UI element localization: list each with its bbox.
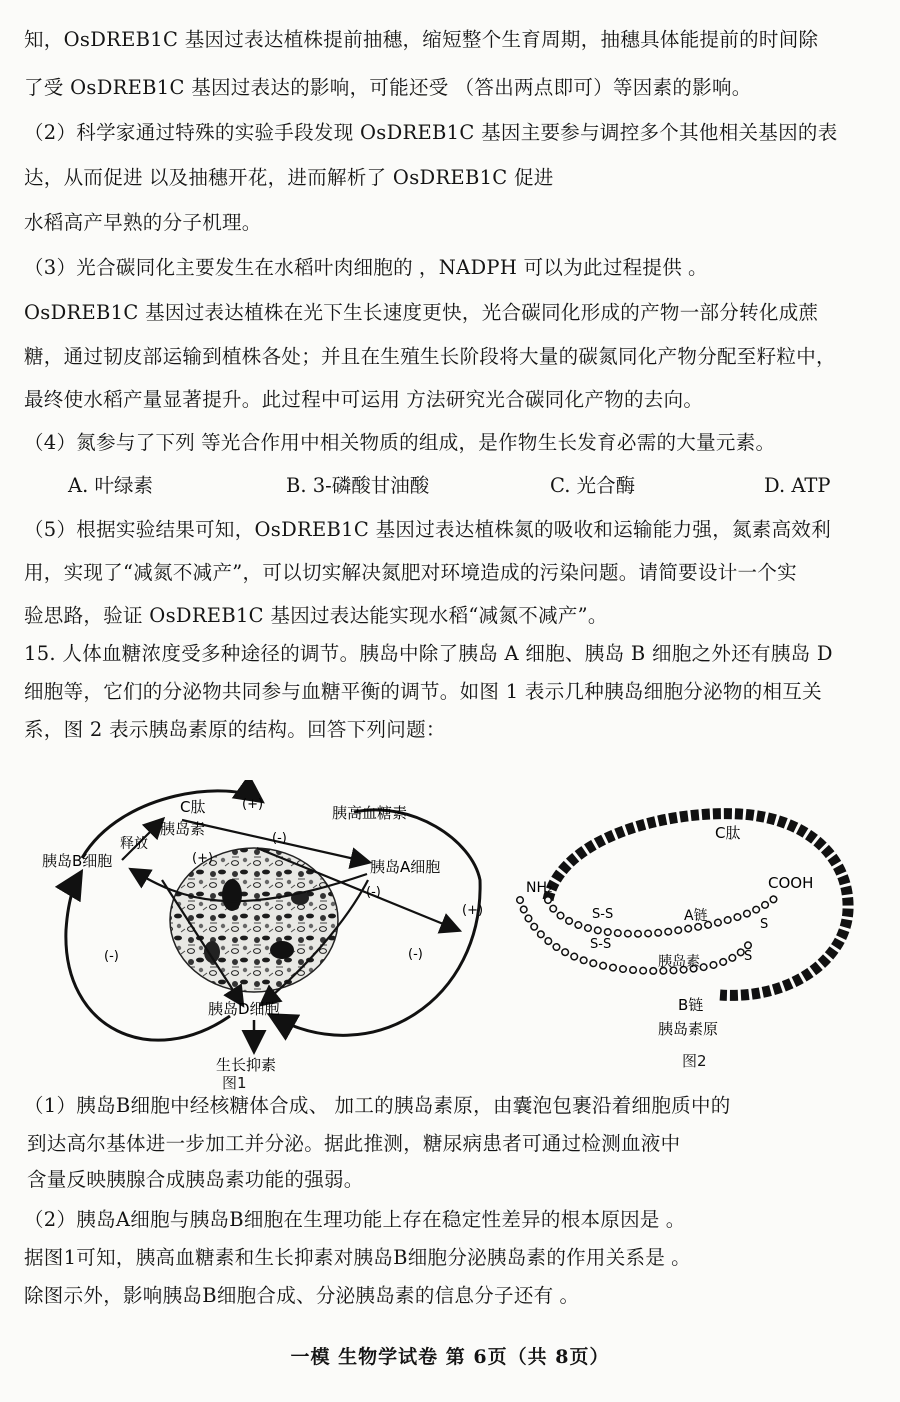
text-run: 等光合作用中相关物质的组成，是作物生长发育必需的大量元素。 xyxy=(201,431,776,454)
fig1-sign-plus: (+) xyxy=(192,851,214,866)
text-run: （答出两点即可）等因素的影响。 xyxy=(454,76,752,99)
figure-2-caption: 图2 xyxy=(682,1052,707,1070)
text-line xyxy=(24,20,894,60)
text-line xyxy=(24,68,894,108)
text-line xyxy=(24,710,894,750)
fig1-label-insulin: 胰岛素 xyxy=(160,820,206,838)
text-line xyxy=(24,1086,894,1126)
text-run: 用，实现了“减氮不减产”，可以切实解决氮肥对环境造成的污染问题。请简要设计一个实 xyxy=(24,561,797,584)
text-run: 水稻高产早熟的分子机理。 xyxy=(24,211,262,234)
text-run: （2）胰岛A细胞与胰岛B细胞在生理功能上存在稳定性差异的根本原因是 xyxy=(24,1208,660,1231)
text-run: 以及抽穗开花，进而解析了 OsDREB1C 促进 xyxy=(148,166,554,189)
text-line xyxy=(24,1160,894,1200)
text-line xyxy=(24,423,894,463)
choice-c[interactable] xyxy=(550,466,635,506)
figure-1-diagram xyxy=(32,780,502,1080)
text-line xyxy=(24,158,894,198)
text-run: 最终使水稻产量显著提升。此过程中可运用 xyxy=(24,388,401,411)
text-run: 。 xyxy=(665,1208,686,1231)
figure-2-diagram xyxy=(500,790,870,1070)
choice-list xyxy=(24,466,894,506)
text-run: 系，图 2 表示胰岛素原的结构。回答下列问题： xyxy=(24,718,446,741)
fig2-label-proinsulin: 胰岛素原 xyxy=(658,1020,719,1038)
fig2-label-cooh: COOH xyxy=(768,874,814,892)
text-run: 含量反映胰腺合成胰岛素功能的强弱。 xyxy=(27,1168,364,1191)
fig1-label-d-cell: 胰岛D细胞 xyxy=(208,1000,280,1018)
fig1-sign-plus: (+) xyxy=(462,903,484,918)
choice-text: 叶绿素 xyxy=(94,474,153,497)
choice-letter: B. xyxy=(286,474,307,497)
fig2-disulfide: S-S xyxy=(592,907,614,922)
text-line xyxy=(24,1276,894,1316)
fig1-label-release: 释放 xyxy=(120,836,148,852)
text-line xyxy=(24,203,894,243)
text-line xyxy=(24,113,894,153)
text-run: 除图示外，影响胰岛B细胞合成、分泌胰岛素的信息分子还有 xyxy=(24,1284,554,1307)
text-run: 据图1可知，胰高血糖素和生长抑素对胰岛B细胞分泌胰岛素的作用关系是 xyxy=(24,1246,666,1269)
choice-text: ATP xyxy=(791,474,831,497)
text-run: 了受 OsDREB1C 基因过表达的影响，可能还受 xyxy=(24,76,449,99)
text-run: 到达高尔基体进一步加工并分泌。据此推测，糖尿病患者可通过检测血液中 xyxy=(27,1132,681,1155)
text-run: （2）科学家通过特殊的实验手段发现 OsDREB1C 基因主要参与调控多个其他相关基因的表 xyxy=(24,121,838,144)
text-line xyxy=(24,1124,894,1164)
fig1-sign-plus: (+) xyxy=(242,797,264,812)
fig1-sign-minus: (-) xyxy=(104,949,119,964)
text-run: 验思路，验证 OsDREB1C 基因过表达能实现水稻“减氮不减产”。 xyxy=(24,604,608,627)
text-run: （4）氮参与了下列 xyxy=(24,431,196,454)
text-run: 。 xyxy=(559,1284,580,1307)
text-line xyxy=(24,672,894,712)
text-line xyxy=(24,380,894,420)
text-run: ，NADPH 可以为此过程提供 xyxy=(418,256,683,279)
text-run: 知，OsDREB1C 基因过表达植株提前抽穗，缩短整个生育周期，抽穗具体能提前的时间除 xyxy=(24,28,819,51)
text-run: 达，从而促进 xyxy=(24,166,143,189)
fig1-label-a-cell: 胰岛A细胞 xyxy=(370,858,441,876)
choice-letter: D. xyxy=(764,474,786,497)
choice-text: 3-磷酸甘油酸 xyxy=(312,474,430,497)
text-line xyxy=(24,293,894,333)
fig1-sign-minus: (-) xyxy=(272,831,287,846)
choice-d[interactable] xyxy=(764,466,831,506)
choice-letter: A. xyxy=(68,474,89,497)
text-run: 15. 人体血糖浓度受多种途径的调节。胰岛中除了胰岛 A 细胞、胰岛 B 细胞之外还有胰岛 D xyxy=(24,642,833,665)
fig2-label-nh2: NH₂ xyxy=(526,880,553,896)
fig2-sulfur: S xyxy=(760,917,769,932)
page-footer: 一模 生物学试卷 第 6页（共 8页） xyxy=(290,1346,610,1368)
text-run: （1）胰岛B细胞中经核糖体合成、 xyxy=(24,1094,329,1117)
text-line xyxy=(24,596,894,636)
text-run: OsDREB1C 基因过表达植株在光下生长速度更快，光合碳同化形成的产物一部分转化成蔗 xyxy=(24,301,819,324)
fig2-disulfide: S-S xyxy=(590,937,612,952)
fig1-sign-minus: (-) xyxy=(366,885,381,900)
text-run: 糖，通过韧皮部运输到植株各处；并且在生殖生长阶段将大量的碳氮同化产物分配至籽粒中， xyxy=(24,345,836,368)
fig2-label-a-chain: A链 xyxy=(684,908,708,924)
choice-b[interactable] xyxy=(286,466,429,506)
fig2-label-insulin: 胰岛素 xyxy=(658,954,700,970)
fig1-label-glucagon: 胰高血糖素 xyxy=(332,804,408,822)
text-line xyxy=(24,337,894,377)
figure-1-caption: 图1 xyxy=(222,1074,247,1092)
text-run: 加工的胰岛素原，由囊泡包裹沿着细胞质中的 xyxy=(334,1094,731,1117)
fig2-label-b-chain: B链 xyxy=(678,996,704,1014)
fig2-sulfur: S xyxy=(744,949,753,964)
text-run: 细胞等，它们的分泌物共同参与血糖平衡的调节。如图 1 表示几种胰岛细胞分泌物的相互关 xyxy=(24,680,822,703)
text-line xyxy=(24,1200,894,1240)
text-line xyxy=(24,510,894,550)
choice-letter: C. xyxy=(550,474,571,497)
fig1-label-c-peptide: C肽 xyxy=(180,798,206,816)
text-run: 。 xyxy=(671,1246,691,1269)
choice-text: 光合酶 xyxy=(576,474,636,497)
text-run: （5）根据实验结果可知，OsDREB1C 基因过表达植株氮的吸收和运输能力强，氮素高效利 xyxy=(24,518,832,541)
fig1-label-b-cell: 胰岛B细胞 xyxy=(42,852,113,870)
fig2-label-c-peptide: C肽 xyxy=(715,824,741,842)
text-run: （3）光合碳同化主要发生在水稻叶肉细胞的 xyxy=(24,256,413,279)
text-line xyxy=(24,248,894,288)
fig1-label-somatostatin: 生长抑素 xyxy=(216,1056,277,1074)
text-line xyxy=(24,553,894,593)
text-run: 。 xyxy=(688,256,708,279)
text-line xyxy=(24,634,894,674)
text-line xyxy=(24,1238,894,1278)
choice-a[interactable] xyxy=(68,466,153,506)
fig1-sign-minus: (-) xyxy=(408,947,423,962)
text-run: 方法研究光合碳同化产物的去向。 xyxy=(406,388,704,411)
